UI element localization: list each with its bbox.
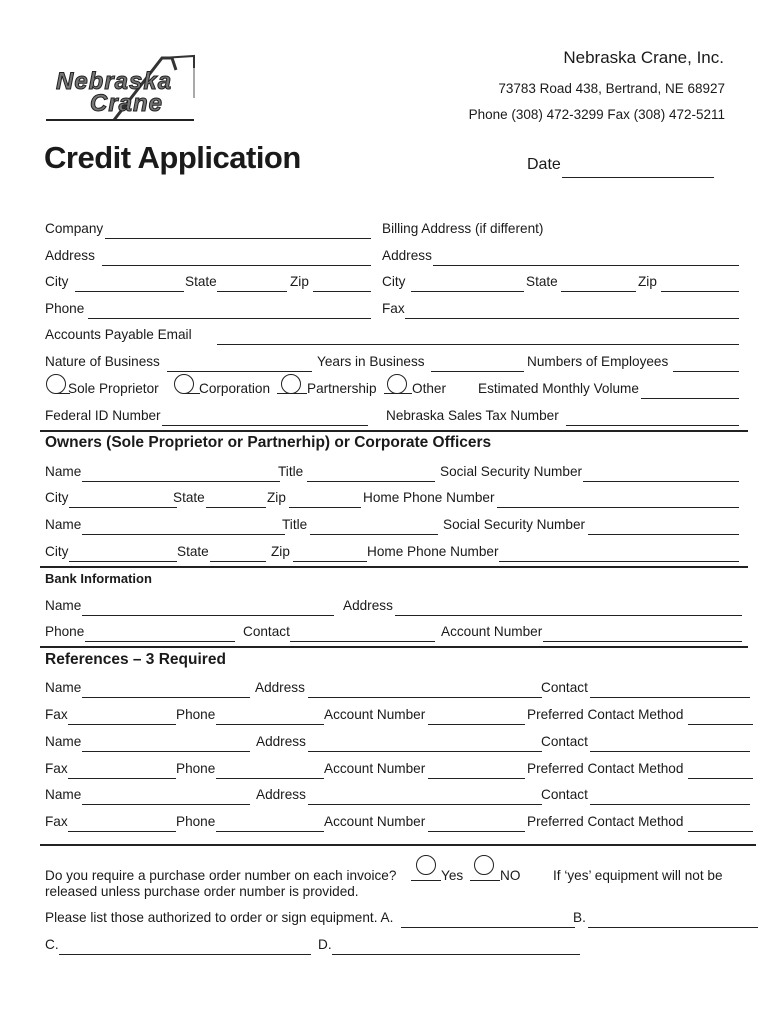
ref1-contact-field[interactable] <box>590 677 750 698</box>
bank-account-label: Account Number <box>441 624 543 639</box>
owner1-city-label: City <box>45 490 69 505</box>
divider <box>40 646 748 648</box>
authorized-c-label: C. <box>45 937 59 952</box>
monthly-volume-label: Estimated Monthly Volume <box>478 381 639 396</box>
owner2-state-label: State <box>177 544 209 559</box>
po-question-label: Do you require a purchase order number on each invoice? <box>45 868 397 883</box>
other-label: Other <box>412 381 446 396</box>
ref3-phone-field[interactable] <box>216 811 324 832</box>
bank-address-label: Address <box>343 598 393 613</box>
years-in-business-field[interactable] <box>431 351 524 372</box>
ref1-name-field[interactable] <box>82 677 250 698</box>
ref3-phone-label: Phone <box>176 814 216 829</box>
bank-contact-field[interactable] <box>290 621 435 642</box>
ref3-account-label: Account Number <box>324 814 426 829</box>
ref2-phone-label: Phone <box>176 761 216 776</box>
ref2-phone-field[interactable] <box>216 758 324 779</box>
owner1-title-label: Title <box>278 464 304 479</box>
divider <box>40 430 748 432</box>
ref2-preferred-field[interactable] <box>688 758 753 779</box>
authorized-b-field[interactable] <box>588 907 758 928</box>
ref3-name-field[interactable] <box>82 784 250 805</box>
ref3-fax-label: Fax <box>45 814 68 829</box>
owner1-zip-label: Zip <box>267 490 286 505</box>
ref3-fax-field[interactable] <box>68 811 176 832</box>
fax-label: Fax <box>382 301 405 316</box>
years-in-business-label: Years in Business <box>317 354 425 369</box>
ref1-contact-label: Contact <box>541 680 588 695</box>
ref2-address-field[interactable] <box>308 731 542 752</box>
employees-field[interactable] <box>673 351 739 372</box>
po-yes-radio[interactable] <box>416 855 436 875</box>
ref1-address-field[interactable] <box>308 677 542 698</box>
billing-address-field[interactable] <box>433 245 739 266</box>
employees-label: Numbers of Employees <box>527 354 669 369</box>
ref2-contact-field[interactable] <box>590 731 750 752</box>
owner1-name-field[interactable] <box>82 461 280 482</box>
date-field[interactable] <box>562 157 714 178</box>
billing-address-label: Billing Address (if different) <box>382 221 544 236</box>
ref1-preferred-field[interactable] <box>688 704 753 725</box>
company-field[interactable] <box>105 218 371 239</box>
partnership-label: Partnership <box>307 381 377 396</box>
fax-field[interactable] <box>405 298 739 319</box>
po-yes-label: Yes <box>441 868 464 883</box>
owner2-home-phone-field[interactable] <box>499 541 739 562</box>
ref2-fax-label: Fax <box>45 761 68 776</box>
ref2-account-label: Account Number <box>324 761 426 776</box>
other-radio[interactable] <box>387 374 407 394</box>
company-label: Company <box>45 221 104 236</box>
po-note-line1: If ‘yes’ equipment will not be <box>553 868 723 883</box>
authorized-a-field[interactable] <box>401 907 575 928</box>
ref2-fax-field[interactable] <box>68 758 176 779</box>
owner1-city-field[interactable] <box>69 487 177 508</box>
bank-address-field[interactable] <box>395 595 742 616</box>
owner2-title-field[interactable] <box>310 514 438 535</box>
address-label: Address <box>45 248 95 263</box>
sole-proprietor-label: Sole Proprietor <box>68 381 159 396</box>
owner2-title-label: Title <box>282 517 308 532</box>
billing-state-label: State <box>526 274 558 289</box>
city-label: City <box>45 274 69 289</box>
owner2-zip-label: Zip <box>271 544 290 559</box>
po-no-label: NO <box>500 868 521 883</box>
company-address: 73783 Road 438, Bertrand, NE 68927 <box>498 81 725 96</box>
phone-label: Phone <box>45 301 85 316</box>
owner2-zip-field[interactable] <box>293 541 367 562</box>
nature-of-business-label: Nature of Business <box>45 354 160 369</box>
ref3-address-label: Address <box>256 787 306 802</box>
zip-field[interactable] <box>313 271 371 292</box>
federal-id-field[interactable] <box>162 405 368 426</box>
company-name: Nebraska Crane, Inc. <box>563 48 724 67</box>
city-field[interactable] <box>75 271 184 292</box>
ref1-phone-field[interactable] <box>216 704 324 725</box>
state-label: State <box>185 274 217 289</box>
ref3-name-label: Name <box>45 787 82 802</box>
ref3-contact-field[interactable] <box>590 784 750 805</box>
bank-name-field[interactable] <box>82 595 334 616</box>
owner2-ssn-label: Social Security Number <box>443 517 586 532</box>
billing-state-field[interactable] <box>561 271 636 292</box>
owner1-state-field[interactable] <box>206 487 266 508</box>
owner2-state-field[interactable] <box>210 541 266 562</box>
sales-tax-field[interactable] <box>566 405 739 426</box>
bank-name-label: Name <box>45 598 82 613</box>
bank-contact-label: Contact <box>243 624 290 639</box>
ref3-preferred-label: Preferred Contact Method <box>527 814 684 829</box>
ref1-fax-label: Fax <box>45 707 68 722</box>
bank-heading: Bank Information <box>45 571 152 586</box>
phone-field[interactable] <box>88 298 371 319</box>
ref1-address-label: Address <box>255 680 305 695</box>
sole-proprietor-radio[interactable] <box>46 374 66 394</box>
billing-address2-label: Address <box>382 248 432 263</box>
owner1-ssn-field[interactable] <box>583 461 739 482</box>
billing-zip-field[interactable] <box>661 271 739 292</box>
ref2-name-label: Name <box>45 734 82 749</box>
divider <box>40 844 756 846</box>
date-label: Date <box>527 156 561 173</box>
ap-email-label: Accounts Payable Email <box>45 327 192 342</box>
logo-text-crane: Crane <box>90 90 164 117</box>
divider <box>40 566 748 568</box>
ref1-account-label: Account Number <box>324 707 426 722</box>
address-field[interactable] <box>102 245 371 266</box>
ref2-address-label: Address <box>256 734 306 749</box>
authorized-b-label: B. <box>573 910 586 925</box>
ref2-contact-label: Contact <box>541 734 588 749</box>
owners-heading: Owners (Sole Proprietor or Partnerhip) or Corporate Officers <box>45 434 492 451</box>
bank-phone-field[interactable] <box>85 621 235 642</box>
monthly-volume-field[interactable] <box>641 378 739 399</box>
bank-account-field[interactable] <box>543 621 742 642</box>
owner1-home-phone-label: Home Phone Number <box>363 490 495 505</box>
ref1-phone-label: Phone <box>176 707 216 722</box>
owner2-home-phone-label: Home Phone Number <box>367 544 499 559</box>
ref1-preferred-label: Preferred Contact Method <box>527 707 684 722</box>
partnership-radio[interactable] <box>281 374 301 394</box>
owner1-state-label: State <box>173 490 205 505</box>
federal-id-label: Federal ID Number <box>45 408 161 423</box>
state-field[interactable] <box>217 271 287 292</box>
authorized-d-field[interactable] <box>332 934 580 955</box>
ref3-account-field[interactable] <box>428 811 525 832</box>
ref2-account-field[interactable] <box>428 758 525 779</box>
corporation-radio[interactable] <box>174 374 194 394</box>
authorized-d-label: D. <box>318 937 332 952</box>
owner2-name-field[interactable] <box>82 514 285 535</box>
ref1-name-label: Name <box>45 680 82 695</box>
billing-zip-label: Zip <box>638 274 657 289</box>
ref1-fax-field[interactable] <box>68 704 176 725</box>
references-heading: References – 3 Required <box>45 651 226 668</box>
ref3-address-field[interactable] <box>308 784 542 805</box>
po-no-radio[interactable] <box>474 855 494 875</box>
ref2-preferred-label: Preferred Contact Method <box>527 761 684 776</box>
corporation-label: Corporation <box>199 381 271 396</box>
owner1-ssn-label: Social Security Number <box>440 464 583 479</box>
ref1-account-field[interactable] <box>428 704 525 725</box>
authorized-label: Please list those authorized to order or sign equipment. A. <box>45 910 394 925</box>
owner1-home-phone-field[interactable] <box>497 487 739 508</box>
owner2-city-field[interactable] <box>69 541 177 562</box>
owner1-zip-field[interactable] <box>289 487 361 508</box>
owner1-title-field[interactable] <box>307 461 435 482</box>
ap-email-field[interactable] <box>217 324 739 345</box>
company-phone-fax: Phone (308) 472-3299 Fax (308) 472-5211 <box>468 107 725 122</box>
zip-label: Zip <box>290 274 309 289</box>
logo-text-nebraska: Nebraska <box>56 68 173 95</box>
ref2-name-field[interactable] <box>82 731 250 752</box>
nature-of-business-field[interactable] <box>167 351 312 372</box>
po-note-line2: released unless purchase order number is provided. <box>45 884 359 899</box>
authorized-c-field[interactable] <box>59 934 311 955</box>
owner2-city-label: City <box>45 544 69 559</box>
bank-phone-label: Phone <box>45 624 85 639</box>
ref3-preferred-field[interactable] <box>688 811 753 832</box>
billing-city-label: City <box>382 274 406 289</box>
billing-city-field[interactable] <box>411 271 524 292</box>
owner1-name-label: Name <box>45 464 82 479</box>
owner2-name-label: Name <box>45 517 82 532</box>
ref3-contact-label: Contact <box>541 787 588 802</box>
owner2-ssn-field[interactable] <box>588 514 739 535</box>
company-logo <box>44 50 216 124</box>
form-title: Credit Application <box>44 140 301 175</box>
sales-tax-label: Nebraska Sales Tax Number <box>386 408 559 423</box>
